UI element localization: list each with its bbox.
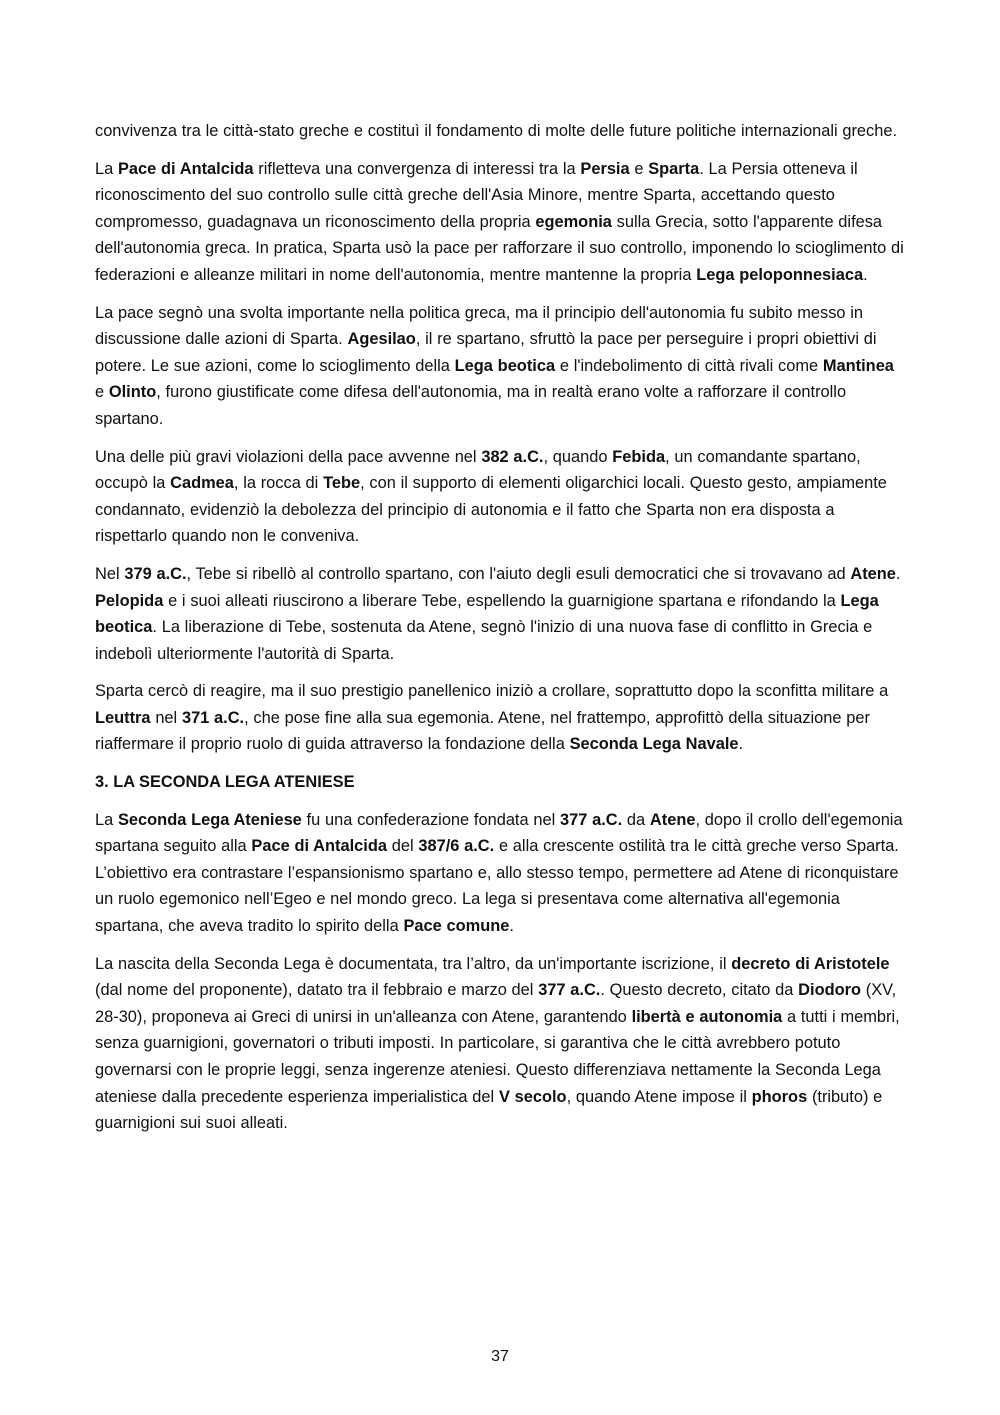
paragraph bbox=[95, 300, 907, 433]
text-run: (XV, 28-30), proponeva ai Greci di unirsi in un'alleanza con Atene, garantendo bbox=[95, 981, 897, 1026]
paragraph bbox=[95, 118, 907, 145]
text-run: (tributo) e guarnigioni sui suoi alleati. bbox=[95, 1087, 883, 1133]
text-run: e i suoi alleati riuscirono a liberare Tebe, espellendo la guarnigione spartana e rifondando la bbox=[163, 591, 841, 610]
bold-term: Atene bbox=[850, 564, 896, 583]
bold-term: Lega beotica bbox=[454, 356, 556, 375]
text-run: Nel bbox=[95, 564, 125, 583]
bold-term: Agesilao bbox=[347, 330, 416, 349]
text-run: . La liberazione di Tebe, sostenuta da Atene, segnò l'inizio di una nuova fase di conflitto in Grecia e indebolì ulteriormente l'autorità di Sparta. bbox=[95, 618, 873, 663]
bold-term: 377 a.C. bbox=[538, 981, 601, 1000]
paragraph bbox=[95, 444, 907, 550]
bold-term: 377 a.C. bbox=[559, 810, 623, 829]
bold-term: egemonia bbox=[535, 212, 612, 231]
bold-term: Febida bbox=[612, 447, 666, 466]
paragraph bbox=[95, 807, 907, 940]
bold-term: Tebe bbox=[323, 474, 361, 493]
bold-term: Diodoro bbox=[798, 981, 861, 1000]
bold-term: 387/6 a.C. bbox=[418, 837, 495, 856]
bold-term: phoros bbox=[751, 1087, 808, 1106]
bold-term: 371 a.C. bbox=[181, 708, 245, 727]
bold-term: Mantinea bbox=[822, 356, 894, 375]
bold-term: Olinto bbox=[108, 383, 157, 402]
text-run: e bbox=[95, 383, 109, 402]
text-run: , con il supporto di elementi oligarchici locali. Questo gesto, ampiamente condannato, evidenziò la debolezza del principio di autonomia e il fatto che Sparta non era disposta a rispettarlo quando non le conveniva. bbox=[95, 474, 887, 546]
bold-term: Pace comune bbox=[403, 917, 510, 936]
text-run: , il re spartano, sfruttò la pace per perseguire i propri obiettivi di potere. Le sue azioni, come lo scioglimento della bbox=[95, 330, 877, 375]
bold-term: 379 a.C. bbox=[124, 564, 187, 583]
bold-term: Pelopida bbox=[95, 591, 164, 610]
text-run: da bbox=[622, 810, 650, 829]
bold-term: Leuttra bbox=[95, 708, 151, 727]
text-run: . bbox=[509, 917, 514, 936]
bold-term: V secolo bbox=[498, 1087, 567, 1106]
bold-term: Seconda Lega Ateniese bbox=[118, 810, 302, 829]
text-run: , che pose fine alla sua egemonia. Atene, nel frattempo, approfittò della situazione per riaffermare il proprio ruolo di guida attraverso la fondazione della bbox=[95, 708, 870, 754]
text-run: , quando bbox=[543, 447, 613, 466]
paragraph bbox=[95, 561, 907, 667]
paragraph bbox=[95, 678, 907, 758]
page-number: 37 bbox=[491, 1348, 509, 1365]
text-run: La bbox=[95, 159, 118, 178]
bold-term: Seconda Lega Navale bbox=[569, 735, 739, 754]
paragraph bbox=[95, 156, 907, 289]
text-run: La pace segnò una svolta importante nella politica greca, ma il principio dell'autonomia fu subito messo in discussione dalle azioni di Sparta. bbox=[95, 303, 864, 349]
bold-term: Cadmea bbox=[170, 474, 234, 493]
bold-term: 382 a.C. bbox=[481, 447, 544, 466]
text-run: nel bbox=[150, 708, 182, 727]
text-run: . bbox=[738, 735, 744, 754]
text-run: . Questo decreto, citato da bbox=[600, 981, 799, 1000]
text-run: La nascita della Seconda Lega è documentata, tra l’altro, da un'importante iscrizione, il bbox=[95, 954, 732, 973]
bold-term: libertà e autonomia bbox=[631, 1007, 783, 1026]
text-run: , quando Atene impose il bbox=[566, 1087, 752, 1106]
text-run: fu una confederazione fondata nel bbox=[301, 810, 560, 829]
text-run: del bbox=[386, 837, 419, 856]
text-run: , un comandante spartano, occupò la bbox=[95, 447, 861, 493]
bold-term: Lega peloponnesiaca bbox=[696, 265, 864, 284]
bold-term: Sparta bbox=[648, 159, 700, 178]
text-run: . bbox=[863, 265, 868, 284]
text-run: sulla Grecia, sotto l'apparente difesa dell'autonomia greca. In pratica, Sparta usò la pace per rafforzare il suo controllo, imponendo lo scioglimento di federazioni e alleanze militari in nome dell'autonomia, mentre mantenne la propria bbox=[95, 212, 904, 284]
bold-term: Pace di Antalcida bbox=[251, 837, 387, 856]
text-run: e bbox=[629, 159, 649, 178]
text-run: . bbox=[895, 564, 901, 583]
text-run: (dal nome del proponente), datato tra il febbraio e marzo del bbox=[95, 981, 539, 1000]
text-run: e l'indebolimento di città rivali come bbox=[555, 356, 823, 375]
section-heading bbox=[95, 769, 907, 796]
text-run: , furono giustificate come difesa dell'autonomia, ma in realtà erano volte a rafforzare il controllo spartano. bbox=[95, 383, 847, 428]
bold-term: Pace di Antalcida bbox=[118, 159, 254, 178]
text-run: , dopo il crollo dell'egemonia spartana seguito alla bbox=[95, 810, 903, 856]
bold-term: 3. LA SECONDA LEGA ATENIESE bbox=[95, 773, 355, 792]
text-run: Sparta cercò di reagire, ma il suo prestigio panellenico iniziò a crollare, soprattutto dopo la sconfitta militare a bbox=[95, 682, 889, 701]
bold-term: decreto di Aristotele bbox=[731, 954, 890, 973]
text-run: rifletteva una convergenza di interessi tra la bbox=[253, 159, 581, 178]
text-run: Una delle più gravi violazioni della pace avvenne nel bbox=[95, 447, 482, 466]
bold-term: Atene bbox=[649, 810, 696, 829]
text-run: , Tebe si ribellò al controllo spartano, con l'aiuto degli esuli democratici che si trovavano ad bbox=[186, 564, 851, 583]
text-run: . La Persia otteneva il riconoscimento del suo controllo sulle città greche dell'Asia Minore, mentre Sparta, accettando questo compromesso, guadagnava un riconoscimento della propria bbox=[95, 159, 858, 231]
document-body bbox=[95, 118, 907, 1148]
text-run: , la rocca di bbox=[233, 474, 324, 493]
text-run: e alla crescente ostilità tra le città greche verso Sparta. L’obiettivo era contrastare l’espansionismo spartano e, allo stesso tempo, permettere ad Atene di riconquistare un ruolo egemonico nell’Egeo e nel mondo greco. La lega si presentava come alternativa all'egemonia spartana, che aveva tradito lo spirito della bbox=[95, 837, 899, 936]
bold-term: Lega beotica bbox=[95, 591, 879, 637]
bold-term: Persia bbox=[580, 159, 630, 178]
text-run: La bbox=[95, 810, 118, 829]
text-run: a tutti i membri, senza guarnigioni, governatori o tributi imposti. In particolare, si garantiva che le città avrebbero potuto governarsi con le proprie leggi, senza ingerenze ateniesi. Questo differenziava nettamente la Seconda Lega ateniese dalla precedente esperienza imperialistica del bbox=[95, 1007, 900, 1106]
text-run: convivenza tra le città-stato greche e costituì il fondamento di molte delle future politiche internazionali greche. bbox=[95, 122, 898, 140]
paragraph bbox=[95, 951, 907, 1137]
